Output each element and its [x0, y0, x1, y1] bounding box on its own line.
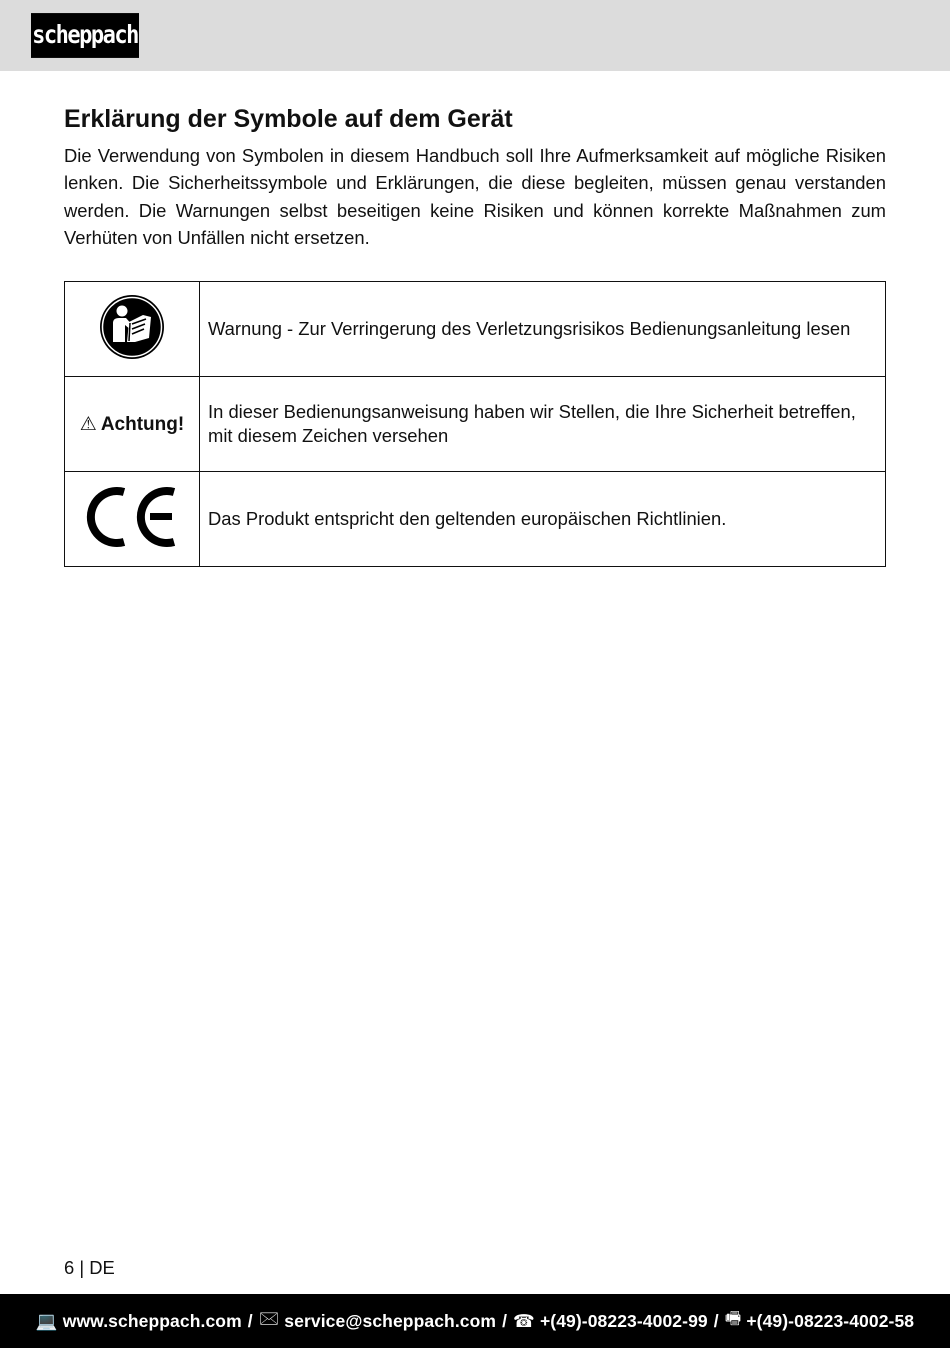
website-link[interactable]: www.scheppach.com — [62, 1310, 242, 1331]
fax-number: +(49)-08223-4002-58 — [746, 1310, 915, 1331]
symbol-description: Warnung - Zur Verringerung des Verletzungsrisikos Bedienungsanleitung lesen — [200, 282, 886, 377]
symbol-cell — [65, 472, 200, 567]
achtung-text: Achtung! — [100, 413, 185, 435]
intro-paragraph: Die Verwendung von Symbolen in diesem Handbuch soll Ihre Aufmerksamkeit auf mögliche Risiken lenken. Die Sicherheitssymbole und Erklärungen, die diese begleiten, müssen genau verstanden werden. Die Warnungen selbst beseitigen keine Risiken und können korrekte Maßnahmen zum Verhüten von Unfällen nicht ersetzen. — [64, 145, 886, 248]
envelope-icon: 🖂 — [258, 1308, 280, 1328]
page-footer — [0, 1294, 950, 1348]
table-row — [65, 472, 886, 567]
symbol-description: Das Produkt entspricht den geltenden europäischen Richtlinien. — [200, 472, 886, 567]
table-row — [65, 377, 886, 472]
symbol-cell — [65, 377, 200, 472]
email-link[interactable]: service@scheppach.com — [284, 1310, 497, 1331]
achtung-label — [80, 414, 184, 435]
symbol-cell — [65, 282, 200, 377]
footer-separator: / — [247, 1310, 253, 1331]
table-row — [65, 282, 886, 377]
ce-mark-icon — [86, 484, 178, 550]
symbols-table — [64, 281, 886, 567]
fax-icon: 🖷 — [724, 1308, 742, 1328]
footer-separator: / — [713, 1310, 719, 1331]
warning-triangle-icon: ⚠ — [79, 413, 97, 435]
footer-separator: / — [502, 1310, 508, 1331]
page-header — [0, 0, 950, 71]
page-number: 6 | DE — [64, 1257, 115, 1278]
telephone-icon: ☎ — [513, 1310, 535, 1331]
scheppach-logo: scheppach — [31, 13, 139, 58]
laptop-icon: 💻 — [35, 1310, 58, 1331]
read-manual-icon — [99, 294, 165, 360]
symbol-description: In dieser Bedienungsanweisung haben wir Stellen, die Ihre Sicherheit betreffen, mit diesem Zeichen versehen — [200, 377, 886, 472]
section-title: Erklärung der Symbole auf dem Gerät — [64, 105, 513, 133]
phone-number[interactable]: +(49)-08223-4002-99 — [539, 1310, 708, 1331]
